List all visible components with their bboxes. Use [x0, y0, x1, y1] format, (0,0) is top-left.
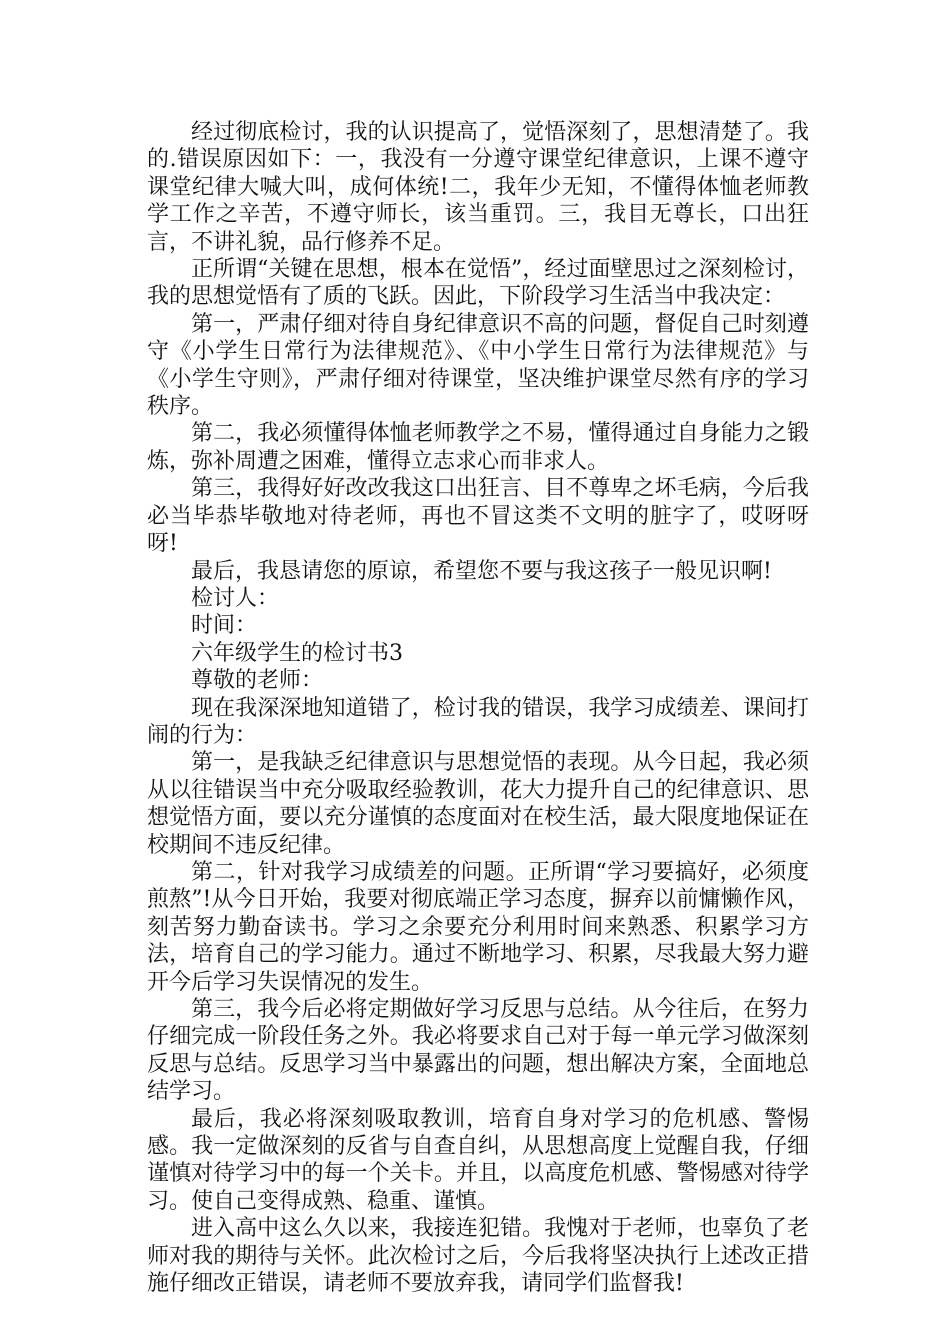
paragraph-reasons: 经过彻底检讨，我的认识提高了，觉悟深刻了，思想清楚了。我的.错误原因如下：一，我没有一分遵守课堂纪律意识，上课不遵守课堂纪律大喊大叫，成何体统!二，我年少无知，不懂得体恤老师教学工作之辛苦，不遵守师长，该当重罚。三，我目无尊长，口出狂言，不讲礼貌，品行修养不足。 [147, 120, 809, 255]
paragraph-resolution-intro: 正所谓“关键在思想，根本在觉悟”，经过面壁思过之深刻检讨，我的思想觉悟有了质的飞跃。因此，下阶段学习生活当中我决定： [147, 257, 809, 310]
section-title: 六年级学生的检讨书3 [191, 640, 403, 666]
paragraph-second-point: 第二，我必须懂得体恤老师教学之不易，懂得通过自身能力之锻炼，弥补周遭之困难，懂得立志求心而非求人。 [147, 421, 809, 474]
salutation: 尊敬的老师： [191, 668, 324, 694]
paragraph-reflection: 第三，我今后必将定期做好学习反思与总结。从今往后，在努力仔细完成一阶段任务之外。我必将要求自己对于每一单元学习做深刻反思与总结。反思学习当中暴露出的问题，想出解决方案，全面地总结学习。 [147, 997, 809, 1105]
document-body [147, 119, 809, 1297]
date-line: 时间： [191, 613, 258, 639]
paragraph-first-point: 第一，严肃仔细对待自身纪律意识不高的问题，督促自己时刻遵守《小学生日常行为法律规范》、《中小学生日常行为法律规范》与《小学生守则》，严肃仔细对待课堂，坚决维护课堂尽然有序的学习秩序。 [147, 311, 809, 420]
paragraph-closing-plea: 最后，我恳请您的原谅，希望您不要与我这孩子一般见识啊! [191, 558, 772, 584]
paragraph-third-point: 第三，我得好好改改我这口出狂言、目不尊卑之坏毛病，今后我必当毕恭毕敬地对待老师，再也不冒这类不文明的脏字了，哎呀呀呀! [147, 476, 809, 557]
paragraph-lessons: 最后，我必将深刻吸取教训，培育自身对学习的危机感、警惕感。我一定做深刻的反省与自查自纠，从思想高度上觉醒自我，仔细谨慎对待学习中的每一个关卡。并且，以高度危机感、警惕感对待学习。使自己变得成熟、稳重、谨慎。 [147, 1106, 809, 1214]
paragraph-discipline: 第一，是我缺乏纪律意识与思想觉悟的表现。从今日起，我必须从以往错误当中充分吸取经验教训，花大力提升自己的纪律意识、思想觉悟方面，要以充分谨慎的态度面对在校生活，最大限度地保证在校期间不违反纪律。 [147, 750, 809, 858]
paragraph-study-attitude: 第二，针对我学习成绩差的问题。正所谓“学习要搞好，必须度煎熬”!从今日开始，我要对彻底端正学习态度，摒弃以前慵懒作风，刻苦努力勤奋读书。学习之余要充分利用时间来熟悉、积累学习方法，培育自己的学习能力。通过不断地学习、积累，尽我最大努力避开今后学习失误情况的发生。 [147, 859, 809, 995]
signature-line: 检讨人： [191, 585, 280, 611]
paragraph-admission: 现在我深深地知道错了，检讨我的错误，我学习成绩差、课间打闹的行为： [147, 695, 809, 748]
paragraph-final-promise: 进入高中这么久以来，我接连犯错。我愧对于老师，也辜负了老师对我的期待与关怀。此次检讨之后，今后我将坚决执行上述改正措施仔细改正错误，请老师不要放弃我，请同学们监督我! [147, 1216, 809, 1297]
